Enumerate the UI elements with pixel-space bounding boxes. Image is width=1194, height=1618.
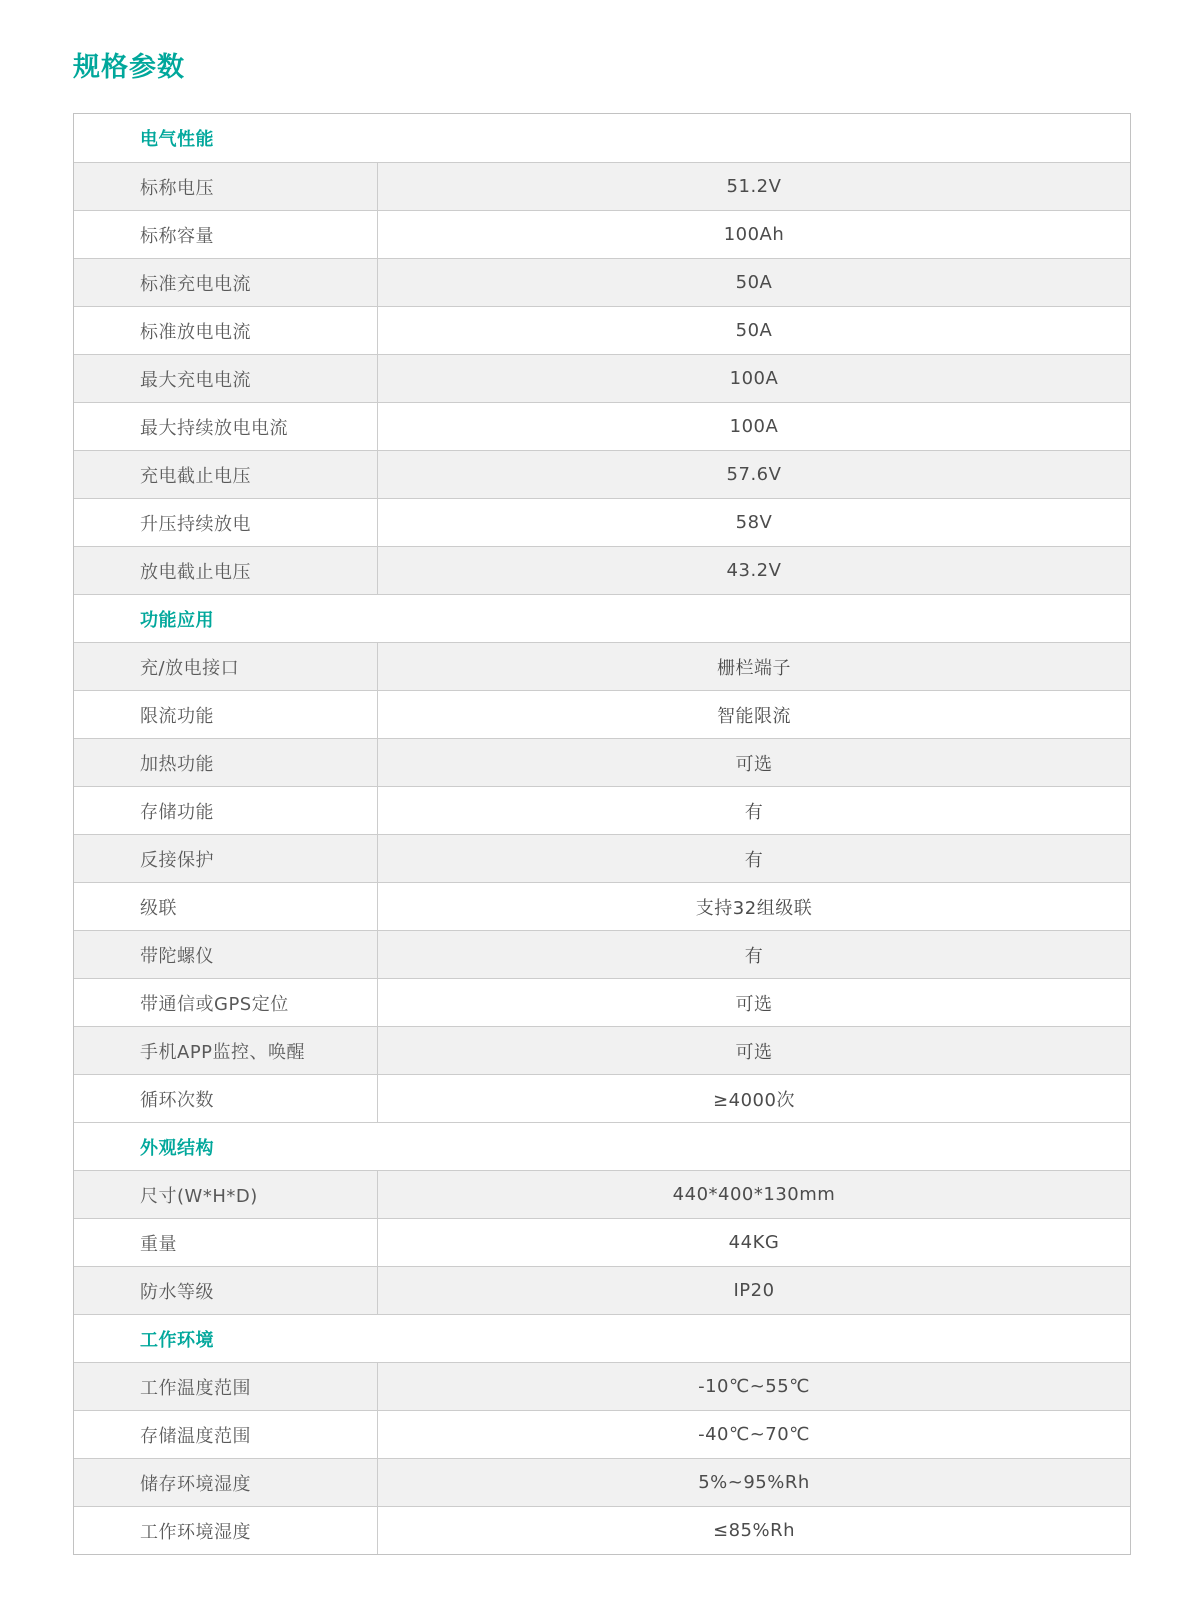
table-row: [74, 834, 1130, 882]
row-label: 带陀螺仪: [74, 931, 378, 978]
row-label: 标称电压: [74, 163, 378, 210]
table-row: [74, 162, 1130, 210]
row-label: 重量: [74, 1219, 378, 1266]
row-label: 放电截止电压: [74, 547, 378, 594]
section-header-row: [74, 114, 1130, 162]
table-row: [74, 1362, 1130, 1410]
row-value: 100A: [729, 368, 779, 389]
table-row: [74, 450, 1130, 498]
row-value: IP20: [733, 1280, 775, 1301]
row-label: 最大充电电流: [74, 355, 378, 402]
row-label: 存储功能: [74, 787, 378, 834]
row-value: 44KG: [728, 1232, 780, 1253]
row-label: 级联: [74, 883, 378, 930]
table-row: [74, 546, 1130, 594]
row-value: 智能限流: [717, 705, 791, 727]
table-row: [74, 978, 1130, 1026]
row-value: 可选: [735, 1041, 773, 1063]
row-label: 尺寸(W*H*D): [74, 1171, 378, 1218]
row-label: 最大持续放电电流: [74, 403, 378, 450]
row-value: 100Ah: [723, 224, 785, 245]
row-value: 有: [744, 801, 764, 823]
table-row: [74, 498, 1130, 546]
row-value: 50A: [735, 272, 773, 293]
table-row: [74, 738, 1130, 786]
row-label: 加热功能: [74, 739, 378, 786]
table-row: [74, 690, 1130, 738]
table-row: [74, 1218, 1130, 1266]
row-label: 带通信或GPS定位: [74, 979, 378, 1026]
spec-table: [73, 113, 1131, 1555]
table-row: [74, 786, 1130, 834]
row-value: 57.6V: [726, 464, 782, 485]
row-label: 限流功能: [74, 691, 378, 738]
table-row: [74, 402, 1130, 450]
table-row: [74, 1506, 1130, 1554]
section-header-row: [74, 594, 1130, 642]
row-value: 可选: [735, 753, 773, 775]
row-value: 43.2V: [726, 560, 782, 581]
table-row: [74, 1266, 1130, 1314]
table-row: [74, 882, 1130, 930]
row-value: 栅栏端子: [717, 657, 791, 679]
row-value: ≤85%Rh: [712, 1520, 795, 1541]
table-row: [74, 306, 1130, 354]
table-row: [74, 930, 1130, 978]
table-row: [74, 258, 1130, 306]
page-title: 规格参数: [73, 52, 185, 83]
row-label: 充电截止电压: [74, 451, 378, 498]
table-row: [74, 1170, 1130, 1218]
table-row: [74, 1074, 1130, 1122]
section-title: 功能应用: [140, 609, 214, 631]
row-value: 51.2V: [726, 176, 782, 197]
row-value: ≥4000次: [713, 1089, 795, 1111]
row-label: 工作温度范围: [74, 1363, 378, 1410]
row-value: 支持32组级联: [695, 897, 813, 919]
row-value: 50A: [735, 320, 773, 341]
row-label: 循环次数: [74, 1075, 378, 1122]
row-value: 58V: [735, 512, 773, 533]
section-title: 电气性能: [140, 129, 214, 150]
row-value: 440*400*130mm: [672, 1184, 836, 1205]
row-value: 100A: [729, 416, 779, 437]
row-label: 存储温度范围: [74, 1411, 378, 1458]
row-value: -10℃~55℃: [698, 1376, 810, 1397]
row-label: 标准放电电流: [74, 307, 378, 354]
table-row: [74, 354, 1130, 402]
section-title: 工作环境: [140, 1329, 214, 1351]
table-row: [74, 1026, 1130, 1074]
row-value: -40℃~70℃: [698, 1424, 810, 1445]
table-row: [74, 1410, 1130, 1458]
table-row: [74, 210, 1130, 258]
row-label: 工作环境湿度: [74, 1507, 378, 1554]
section-header-row: [74, 1314, 1130, 1362]
row-label: 手机APP监控、唤醒: [74, 1027, 378, 1074]
row-label: 防水等级: [74, 1267, 378, 1314]
row-value: 有: [744, 849, 764, 871]
section-title: 外观结构: [140, 1137, 214, 1159]
row-label: 反接保护: [74, 835, 378, 882]
table-row: [74, 642, 1130, 690]
table-row: [74, 1458, 1130, 1506]
row-label: 储存环境湿度: [74, 1459, 378, 1506]
row-value: 有: [744, 945, 764, 967]
row-value: 可选: [735, 993, 773, 1015]
row-value: 5%~95%Rh: [698, 1472, 810, 1493]
section-header-row: [74, 1122, 1130, 1170]
row-label: 升压持续放电: [74, 499, 378, 546]
row-label: 充/放电接口: [74, 643, 378, 690]
row-label: 标称容量: [74, 211, 378, 258]
row-label: 标准充电电流: [74, 259, 378, 306]
